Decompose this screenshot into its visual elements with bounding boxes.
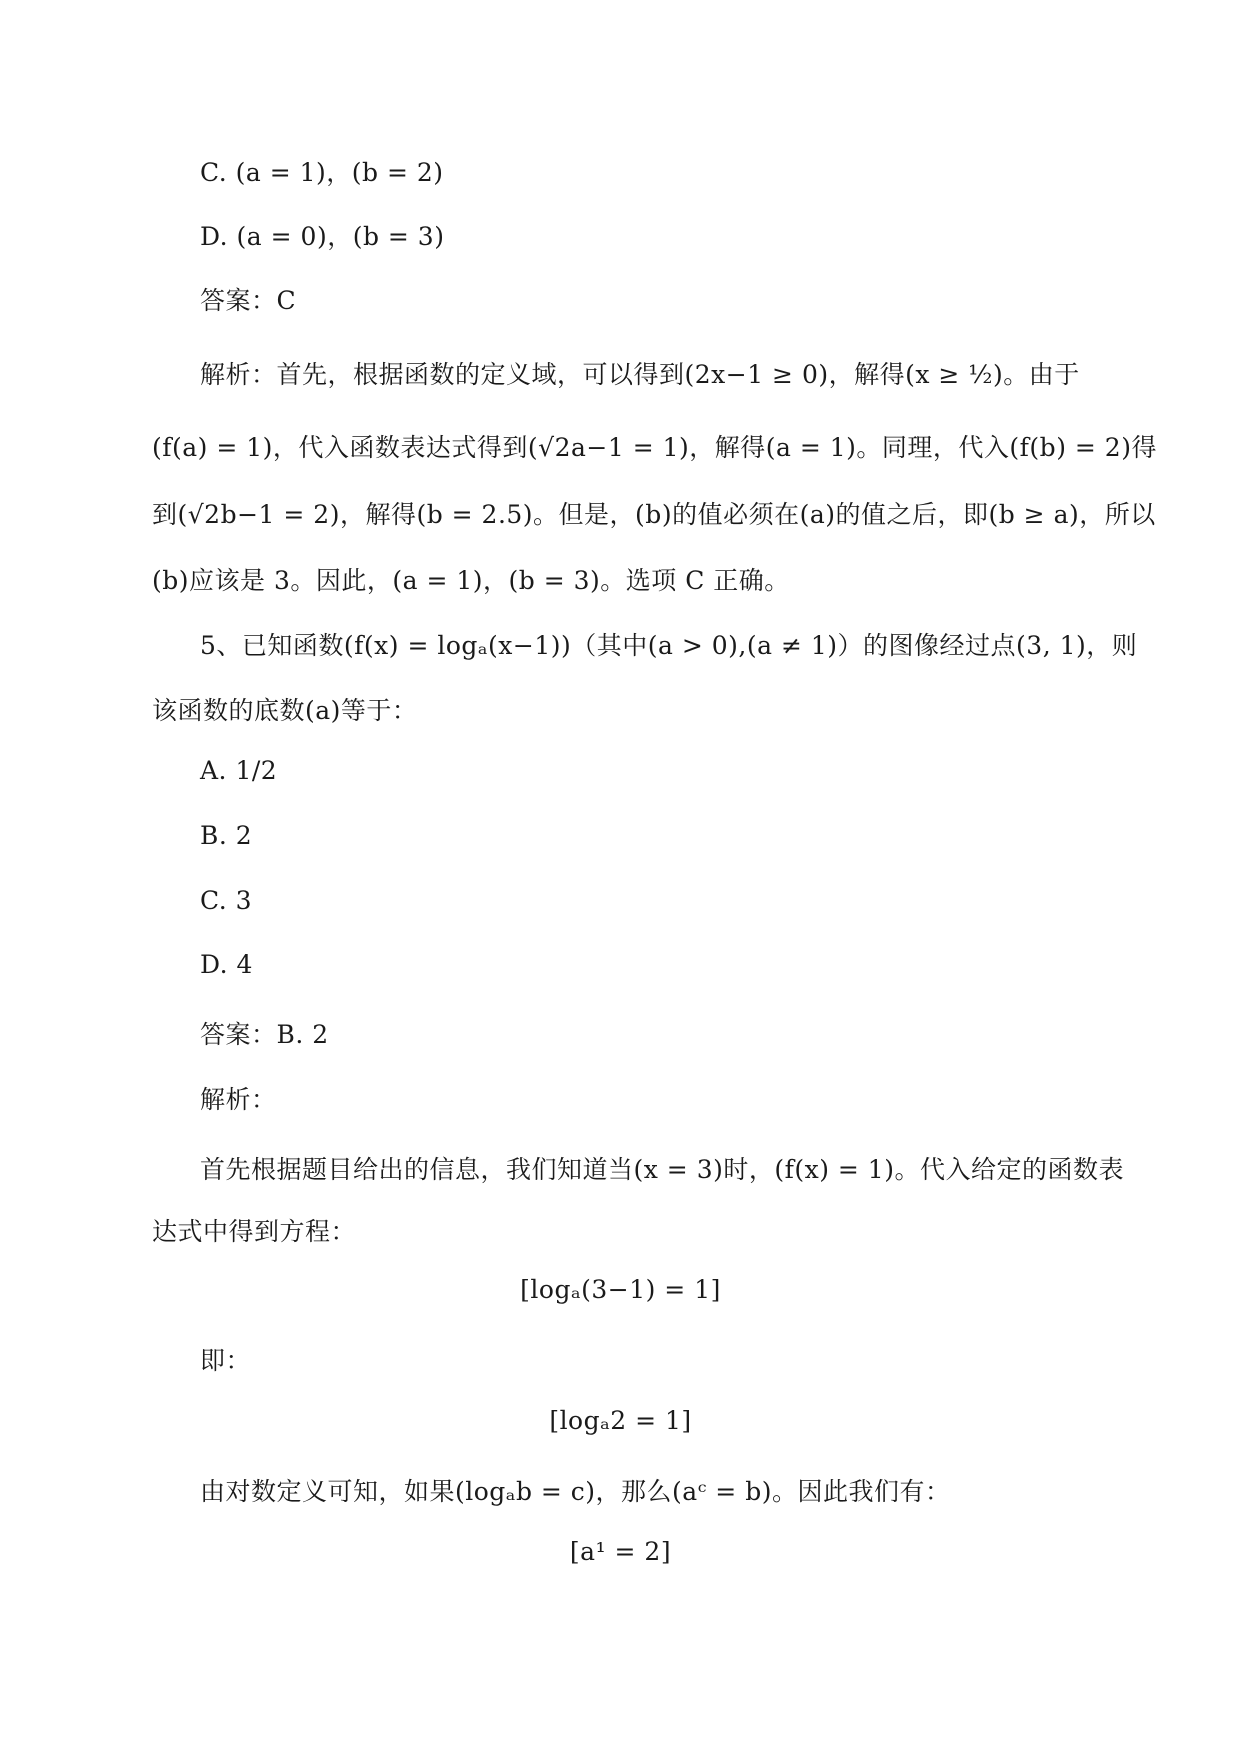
- analysis-heading: 解析：: [200, 1085, 277, 1114]
- equation-1: [logₐ(3−1) = 1]: [520, 1275, 721, 1304]
- answer-prev: 答案：C: [200, 286, 297, 315]
- option-b: B. 2: [200, 821, 253, 850]
- option-d-prev: D. (a = 0)，(b = 3): [200, 222, 445, 251]
- option-d: D. 4: [200, 950, 253, 979]
- analysis-prev-line-3: 到(√2b−1 = 2)，解得(b = 2.5)。但是，(b)的值必须在(a)的值之后，即(b ≥ a)，所以: [152, 500, 1156, 529]
- analysis-prev-line-2: (f(a) = 1)，代入函数表达式得到(√2a−1 = 1)，解得(a = 1)。同理，代入(f(b) = 2)得: [152, 433, 1157, 462]
- option-c: C. 3: [200, 886, 253, 915]
- equation-3: [a¹ = 2]: [569, 1537, 672, 1566]
- question-5-line-2: 该函数的底数(a)等于：: [152, 696, 418, 725]
- equation-2: [logₐ2 = 1]: [549, 1406, 692, 1435]
- analysis-line-3: 即：: [200, 1346, 252, 1375]
- question-5-line-1: 5、已知函数(f(x) = logₐ(x−1))（其中(a > 0),(a ≠ 1)）的图像经过点(3, 1)，则: [200, 631, 1138, 660]
- analysis-line-2: 达式中得到方程：: [152, 1217, 357, 1246]
- analysis-prev-line-1: 解析：首先，根据函数的定义域，可以得到(2x−1 ≥ 0)，解得(x ≥ ½)。由于: [200, 360, 1080, 389]
- option-a: A. 1/2: [200, 756, 278, 785]
- answer: 答案：B. 2: [200, 1020, 329, 1049]
- analysis-line-1: 首先根据题目给出的信息，我们知道当(x = 3)时，(f(x) = 1)。代入给定的函数表: [200, 1155, 1124, 1184]
- analysis-prev-line-4: (b)应该是 3。因此，(a = 1)，(b = 3)。选项 C 正确。: [152, 566, 790, 595]
- analysis-line-4: 由对数定义可知，如果(logₐb = c)，那么(aᶜ = b)。因此我们有：: [200, 1477, 951, 1506]
- option-c-prev: C. (a = 1)，(b = 2): [200, 158, 444, 187]
